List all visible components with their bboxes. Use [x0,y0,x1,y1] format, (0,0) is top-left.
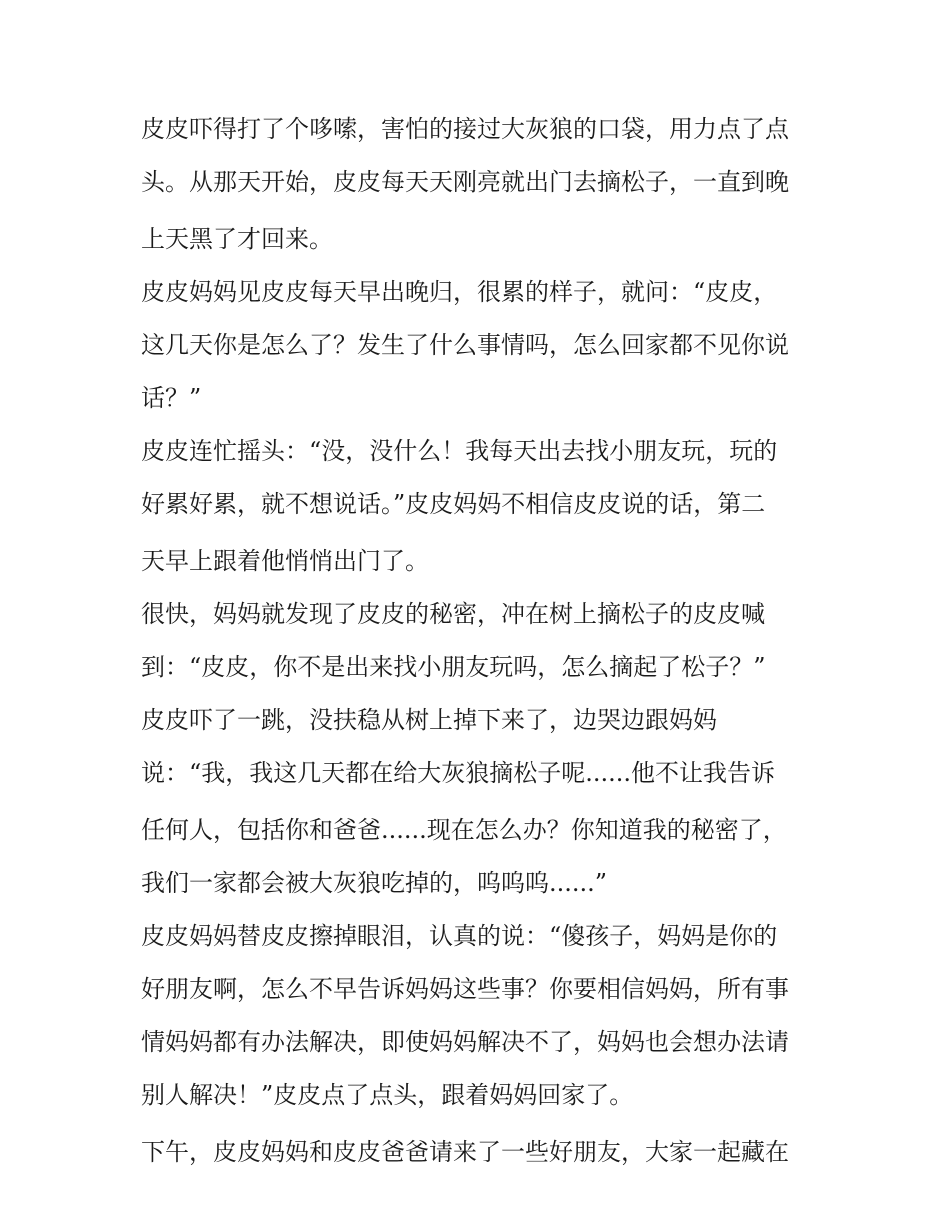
text-line: 皮皮妈妈见皮皮每天早出晚归，很累的样子，就问：“皮皮， [141,278,778,306]
text-line: 头。从那天开始，皮皮每天天刚亮就出门去摘松子，一直到晚 [141,168,789,196]
text-line: 情妈妈都有办法解决，即使妈妈解决不了，妈妈也会想办法请 [141,1028,789,1056]
story-text [141,110,816,1171]
text-line: 上天黑了才回来。 [141,225,333,253]
text-line: 皮皮连忙摇头：“没，没什么！我每天出去找小朋友玩，玩的 [141,437,778,465]
text-line: 我们一家都会被大灰狼吃掉的，呜呜呜......” [141,869,608,897]
text-line: 皮皮妈妈替皮皮擦掉眼泪，认真的说：“傻孩子，妈妈是你的 [141,922,778,950]
text-line: 皮皮吓得打了个哆嗦，害怕的接过大灰狼的口袋，用力点了点 [141,115,789,143]
text-line: 任何人，包括你和爸爸......现在怎么办？你知道我的秘密了， [141,816,787,844]
text-line: 皮皮吓了一跳，没扶稳从树上掉下来了，边哭边跟妈妈 [141,706,717,734]
text-line: 很快，妈妈就发现了皮皮的秘密，冲在树上摘松子的皮皮喊 [141,600,765,628]
text-line: 这几天你是怎么了？发生了什么事情吗，怎么回家都不见你说 [141,331,789,359]
text-line: 话？” [141,384,202,412]
text-line: 说：“我，我这几天都在给大灰狼摘松子呢......他不让我告诉 [141,759,776,787]
text-line: 下午，皮皮妈妈和皮皮爸爸请来了一些好朋友，大家一起藏在 [141,1138,789,1166]
text-line: 好朋友啊，怎么不早告诉妈妈这些事？你要相信妈妈，所有事 [141,975,789,1003]
text-line: 天早上跟着他悄悄出门了。 [141,547,429,575]
text-line: 别人解决！”皮皮点了点头，跟着妈妈回家了。 [141,1081,634,1109]
text-line: 好累好累，就不想说话。”皮皮妈妈不相信皮皮说的话，第二 [141,490,766,518]
text-line: 到：“皮皮，你不是出来找小朋友玩吗，怎么摘起了松子？” [141,653,766,681]
